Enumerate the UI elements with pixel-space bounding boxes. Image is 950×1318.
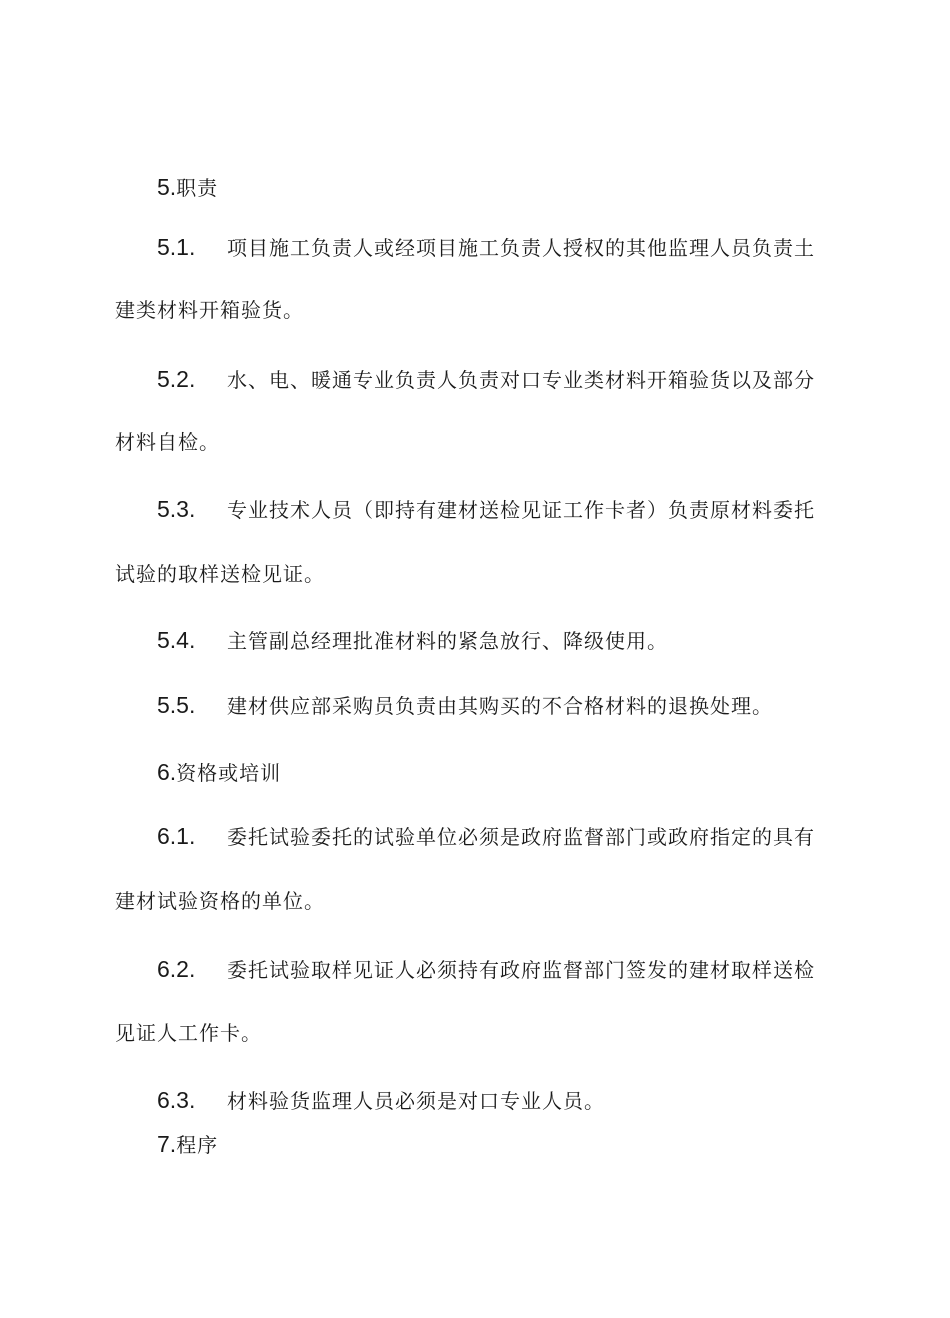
clause-5-1 [157, 233, 815, 261]
clause-number: 5.5. [157, 692, 196, 718]
clause-number: 6.3. [157, 1087, 196, 1113]
clause-text: 项目施工负责人或经项目施工负责人授权的其他监理人员负责土 [227, 236, 815, 260]
clause-text: 主管副总经理批准材料的紧急放行、降级使用。 [227, 629, 668, 653]
clause-5-5 [157, 691, 773, 719]
section-number: 7. [157, 1131, 177, 1157]
section-number: 5. [157, 174, 177, 200]
section-title: 程序 [176, 1133, 219, 1157]
clause-6-2-continuation [115, 1019, 262, 1047]
clause-text: 建材试验资格的单位。 [115, 889, 325, 913]
section-heading-5 [157, 173, 218, 201]
clause-5-2 [157, 365, 815, 393]
section-heading-7 [157, 1130, 218, 1158]
section-title: 职责 [176, 176, 219, 200]
clause-text: 建材供应部采购员负责由其购买的不合格材料的退换处理。 [227, 694, 773, 718]
clause-text: 建类材料开箱验货。 [115, 298, 304, 322]
clause-6-1-continuation [115, 887, 325, 915]
clause-number: 5.1. [157, 234, 196, 260]
clause-number: 6.1. [157, 823, 196, 849]
clause-text: 材料自检。 [115, 430, 220, 454]
clause-text: 委托试验取样见证人必须持有政府监督部门签发的建材取样送检 [227, 958, 815, 982]
clause-number: 5.2. [157, 366, 196, 392]
section-heading-6 [157, 758, 281, 786]
clause-6-2 [157, 955, 815, 983]
clause-text: 材料验货监理人员必须是对口专业人员。 [227, 1089, 605, 1113]
clause-text: 委托试验委托的试验单位必须是政府监督部门或政府指定的具有 [227, 825, 815, 849]
clause-number: 6.2. [157, 956, 196, 982]
clause-5-2-continuation [115, 428, 220, 456]
clause-text: 见证人工作卡。 [115, 1021, 262, 1045]
section-number: 6. [157, 759, 177, 785]
clause-number: 5.3. [157, 496, 196, 522]
clause-text: 试验的取样送检见证。 [115, 562, 325, 586]
clause-number: 5.4. [157, 627, 196, 653]
section-title: 资格或培训 [176, 761, 282, 785]
clause-5-4 [157, 626, 668, 654]
clause-5-3-continuation [115, 560, 325, 588]
clause-6-1 [157, 822, 815, 850]
clause-6-3 [157, 1086, 605, 1114]
clause-text: 水、电、暖通专业负责人负责对口专业类材料开箱验货以及部分 [227, 368, 815, 392]
clause-text: 专业技术人员（即持有建材送检见证工作卡者）负责原材料委托 [227, 498, 815, 522]
clause-5-1-continuation [115, 296, 304, 324]
clause-5-3 [157, 495, 815, 523]
